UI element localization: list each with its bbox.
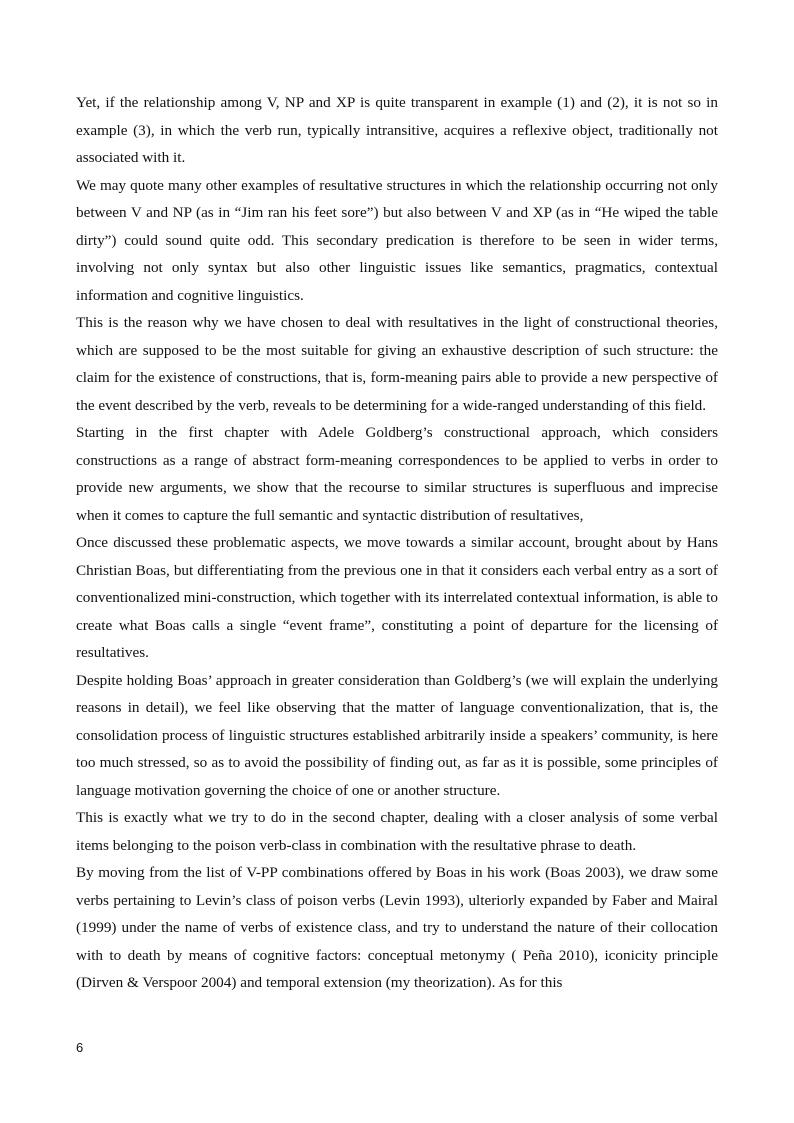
paragraph-1: Yet, if the relationship among V, NP and XP is quite transparent in example (1) and (2), it is not so in example (3), in which the verb run, typically intransitive, acquires a reflexive object, traditionally not associated with it.: [76, 94, 718, 166]
paragraph-6: Despite holding Boas’ approach in greater consideration than Goldberg’s (we will explain the underlying reasons in detail), we feel like observing that the matter of language conventionalization, that is, the consolidation process of linguistic structures established arbitrarily inside a speakers’ community, is here too much stressed, so as to avoid the possibility of finding out, as far as it is possible, some principles of language motivation governing the choice of one or another structure.: [76, 671, 718, 799]
paragraph-4: Starting in the first chapter with Adele Goldberg’s constructional approach, which considers constructions as a range of abstract form-meaning correspondences to be applied to verbs in order to provide new arguments, we show that the recourse to similar structures is superfluous and imprecise when it comes to capture the full semantic and syntactic distribution of resultatives,: [76, 424, 718, 524]
paragraph-8: By moving from the list of V-PP combinations offered by Boas in his work (Boas 2003), we draw some verbs pertaining to Levin’s class of poison verbs (Levin 1993), ulteriorly expanded by Faber and Mairal (1999) under the name of verbs of existence class, and try to understand the nature of their collocation with to death by means of cognitive factors: conceptual metonymy ( Peña 2010), iconicity principle (Dirven & Verspoor 2004) and temporal extension (my theorization). As for this: [76, 864, 718, 991]
paragraph-2: We may quote many other examples of resultative structures in which the relationship occurring not only between V and NP (as in “Jim ran his feet sore”) but also between V and XP (as in “He wiped the table dirty”) could sound quite odd. This secondary predication is therefore to be seen in wider terms, involving not only syntax but also other linguistic issues like semantics, pragmatics, contextual information and cognitive linguistics.: [76, 176, 718, 304]
paragraph-5: Once discussed these problematic aspects, we move towards a similar account, brought about by Hans Christian Boas, but differentiating from the previous one in that it considers each verbal entry as a sort of conventionalized mini-construction, which together with its interrelated contextual information, is able to create what Boas calls a single “event frame”, constituting a point of departure for the licensing of resultatives.: [76, 534, 718, 661]
paragraph-7: This is exactly what we try to do in the second chapter, dealing with a closer analysis of some verbal items belonging to the poison verb-class in combination with the resultative phrase to death.: [76, 809, 718, 854]
page-number: 6: [76, 1040, 84, 1055]
page-body: [76, 89, 718, 997]
paragraph-3: This is the reason why we have chosen to deal with resultatives in the light of constructional theories, which are supposed to be the most suitable for giving an exhaustive description of such structure: the claim for the existence of constructions, that is, form-meaning pairs able to provide a new perspective of the event described by the verb, reveals to be determining for a wide-ranged understanding of this field.: [76, 314, 718, 414]
